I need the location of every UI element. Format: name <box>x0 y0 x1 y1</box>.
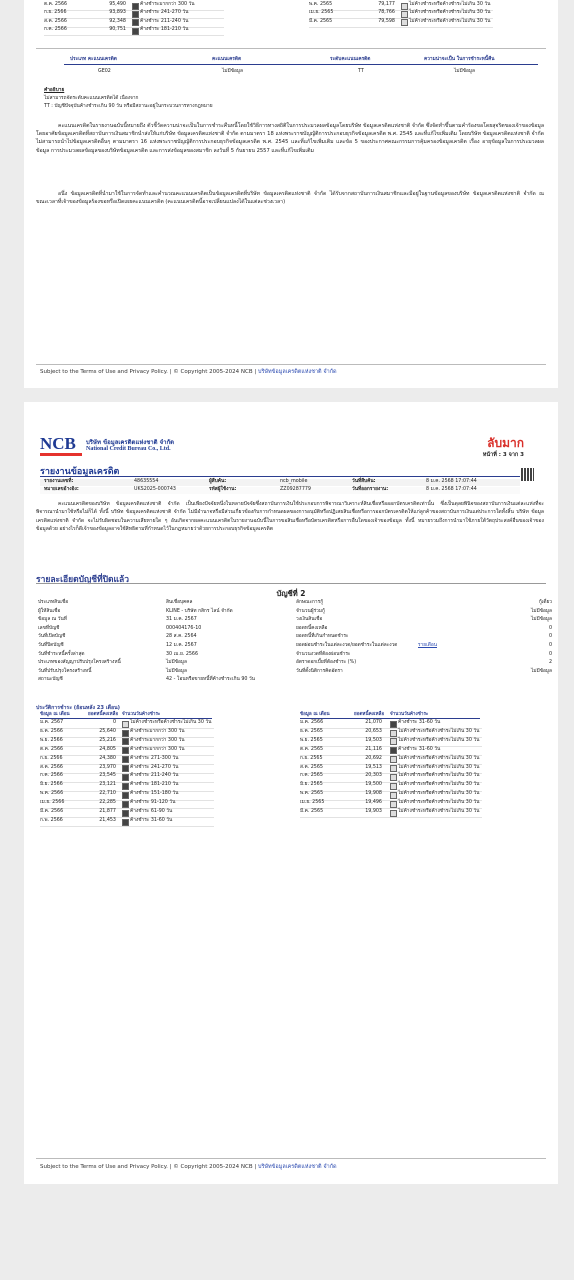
field-value: สินเชื่อบุคคล <box>166 600 193 605</box>
status-checkbox-icon <box>401 11 408 18</box>
score-header: คะแนนเครดิต <box>212 57 242 62</box>
history-date: ก.ค. 2566 <box>44 27 67 33</box>
history-date: ส.ค. 2566 <box>40 764 63 770</box>
field-value: 0 <box>548 634 552 640</box>
score-value: ไม่มีข้อมูล <box>222 69 243 74</box>
history-status: ไม่ค้างชำระหรือค้างชำระไม่เกิน 30 วัน <box>398 755 480 761</box>
history-amount: 19,496 <box>365 800 382 806</box>
meta-value: 8 ม.ค. 2568 17:07:44 <box>426 479 477 484</box>
history-status: ค้างชำระ 181-210 วัน <box>140 27 189 33</box>
footer-divider <box>36 1158 546 1159</box>
field-value: 0 <box>548 651 552 657</box>
history-date: พ.ค. 2565 <box>309 2 333 7</box>
score-header: ระดับคะแนนเครดิต <box>330 57 371 62</box>
footer-text: Subject to the Terms of Use and Privacy Policy. | © Copyright 2005-2024 NCB | <box>40 1164 257 1170</box>
closed-accounts-title: รายละเอียดบัญชีที่ปิดแล้ว <box>36 575 129 585</box>
history-amount: 19,903 <box>365 809 382 814</box>
status-checkbox-icon <box>390 783 397 790</box>
history-amount: 95,490 <box>109 2 126 7</box>
history-amount: 21,877 <box>99 809 116 814</box>
field-label: วงเงินสินเชื่อ <box>296 617 323 623</box>
meta-value: 8 ม.ค. 2568 17:07:44 <box>426 487 477 492</box>
meta-value: ZZ09287779 <box>280 487 311 492</box>
field-label: วันที่ปรับปรุงโครงสร้างหนี้ <box>38 668 92 674</box>
status-checkbox-icon <box>390 747 397 754</box>
history-amount: 19,500 <box>365 782 382 788</box>
field-value: ไม่มีข้อมูล <box>166 660 187 666</box>
history-status: ค้างชำระ 241-270 วัน <box>140 10 189 16</box>
history-amount: 21,116 <box>365 746 382 752</box>
confidential-label: ลับมาก <box>487 436 524 450</box>
footer-company-link[interactable]: บริษัทข้อมูลเครดิตแห่งชาติ จำกัด <box>257 1164 337 1170</box>
field-label: เลขที่บัญชี <box>38 625 60 631</box>
status-checkbox-icon <box>122 792 129 799</box>
history-amount: 25,640 <box>99 728 116 734</box>
history-date: มี.ค. 2565 <box>309 18 333 24</box>
status-checkbox-icon <box>390 792 397 799</box>
status-checkbox-icon <box>401 19 408 26</box>
status-checkbox-icon <box>122 730 129 737</box>
ncb-logo: NCB <box>40 434 76 453</box>
score-value: ไม่มีข้อมูล <box>454 69 475 74</box>
field-label: สถานะบัญชี <box>38 677 63 683</box>
history-date: ส.ค. 2565 <box>300 764 323 770</box>
status-checkbox-icon <box>390 756 397 763</box>
field-label: ข้อมูล ณ วันที่ <box>38 617 67 623</box>
history-status: ค้างชำระ 211-240 วัน <box>140 18 189 24</box>
history-status: ไม่ค้างชำระหรือค้างชำระไม่เกิน 30 วัน <box>398 791 480 797</box>
title-divider <box>40 476 520 477</box>
section-divider <box>36 583 546 584</box>
meta-label: วันที่สืบค้น: <box>352 479 376 484</box>
score-disclaimer-paragraph: อนึ่ง ข้อมูลเครดิตที่นำมาใช้ในการจัดทำและคำนวณคะแนนเครดิตเป็นข้อมูลเครดิตที่บริษัท ข้อมูลเครดิตแห่งชาติ จำกัด ได้รับจากสถาบันการเงินสมาชิกและมีอยู่ในฐานข้อมูลของบริษัท ข้อมูลเครดิตแห่งชาติ จำกัด ณ ขณะเวลาที่เจ้าของข้อมูลร้องขอหรือเปิดเผยคะแนนเครดิต (คะแนนเครดิตนี้อาจเปลี่ยนแปลงได้ในแต่ละช่วงเวลา) <box>36 191 544 206</box>
meta-label: วันที่ออกรายงาน: <box>352 487 389 492</box>
history-amount: 23,970 <box>99 764 116 770</box>
history-date: มี.ค. 2566 <box>40 809 64 814</box>
history-amount: 19,513 <box>365 764 382 770</box>
score-value: TT <box>358 69 364 74</box>
field-label: ประเภทของสัญญาปรับปรุงโครงสร้างหนี้ <box>38 660 121 666</box>
field-value: ไม่มีข้อมูล <box>531 668 552 674</box>
history-date: มิ.ย. 2565 <box>300 782 323 788</box>
history-status: ค้างชำระ 181-210 วัน <box>130 782 179 788</box>
status-checkbox-icon <box>122 765 129 772</box>
field-label: ยอดหนี้ที่เกินกำหนดชำระ <box>296 634 349 640</box>
account-title: บัญชีที่ 2 <box>276 589 306 598</box>
history-header: ข้อมูล ณ เดือน <box>300 712 330 717</box>
history-amount: 90,751 <box>109 27 126 33</box>
history-amount: 24,380 <box>99 755 116 761</box>
history-amount: 24,805 <box>99 746 116 752</box>
history-header: ยอดหนี้คงเหลือ <box>354 712 385 717</box>
field-label: อัตราดอกเบี้ยที่ต้องชำระ (%) <box>296 660 357 666</box>
history-amount: 0 <box>112 720 116 725</box>
history-date: ม.ค. 2567 <box>40 720 64 725</box>
field-value: 31 ม.ค. 2567 <box>166 617 197 623</box>
footer <box>40 368 337 376</box>
status-checkbox-icon <box>122 783 129 790</box>
notes-line-1: ไม่สามารถจัดระดับคะแนนเครดิตได้ เนื่องจาก <box>44 96 139 101</box>
field-value: KLINE - บริษัท กสิกร ไลน์ จำกัด <box>166 608 233 614</box>
score-header-divider <box>64 64 538 65</box>
divider <box>36 48 546 49</box>
status-checkbox-icon <box>132 11 139 18</box>
history-status: ไม่ค้างชำระหรือค้างชำระไม่เกิน 30 วัน <box>398 728 480 734</box>
history-amount: 23,121 <box>99 782 116 788</box>
history-amount: 79,598 <box>378 18 395 24</box>
field-value: กู้เดี่ยว <box>538 600 552 605</box>
history-amount: 20,653 <box>365 728 382 734</box>
logo-underline <box>40 453 82 456</box>
history-date: ต.ค. 2566 <box>44 2 68 7</box>
history-status: ไม่ค้างชำระหรือค้างชำระไม่เกิน 30 วัน <box>130 720 212 725</box>
history-header: จำนวนวันค้างชำระ <box>390 712 429 717</box>
history-date: ก.ค. 2566 <box>40 773 63 779</box>
meta-label: รหัสผู้ใช้งาน: <box>209 487 237 492</box>
history-amount: 93,893 <box>109 10 126 16</box>
meta-label: รายงานเลขที่: <box>44 479 74 484</box>
history-date: ธ.ค. 2566 <box>40 728 63 734</box>
history-status: ไม่ค้างชำระหรือค้างชำระไม่เกิน 30 วัน <box>409 18 491 24</box>
page-number: หน้าที่ : 3 จาก 3 <box>482 452 524 458</box>
history-date: พ.ย. 2566 <box>40 737 63 743</box>
status-checkbox-icon <box>122 774 129 781</box>
field-value: 0 <box>548 643 552 648</box>
history-header: ข้อมูล ณ เดือน <box>40 712 70 717</box>
history-amount: 23,545 <box>99 773 116 779</box>
history-amount: 22,710 <box>99 791 116 797</box>
status-checkbox-icon <box>390 721 397 728</box>
barcode-icon <box>521 468 534 481</box>
status-checkbox-icon <box>390 810 397 817</box>
report-page-2 <box>24 0 558 388</box>
field-value: 30 เม.ย. 2566 <box>166 651 199 657</box>
history-amount: 20,303 <box>365 773 382 779</box>
history-date: พ.ย. 2565 <box>300 737 323 743</box>
history-amount: 22,285 <box>99 800 116 806</box>
field-value: 12 ม.ค. 2567 <box>166 643 197 648</box>
company-name-th: บริษัท ข้อมูลเครดิตแห่งชาติ จำกัด <box>86 439 175 446</box>
field-value: 000404176-10 <box>166 625 202 631</box>
history-amount: 25,216 <box>99 737 116 743</box>
field-label: ผู้ให้สินเชื่อ <box>38 608 61 614</box>
history-date: ก.พ. 2566 <box>40 817 63 823</box>
payment-history-title: ประวัติการชำระ (ย้อนหลัง 23 เดือน) <box>36 705 121 711</box>
footer <box>40 1163 337 1171</box>
field-label: จำนวนงวดที่ต้องผ่อนชำระ <box>296 651 351 657</box>
history-date: ต.ค. 2565 <box>300 746 324 752</box>
field-value: 2 <box>548 660 552 666</box>
status-checkbox-icon <box>390 774 397 781</box>
history-date: พ.ค. 2566 <box>40 791 64 797</box>
notes-title: คำอธิบาย <box>44 88 65 93</box>
history-status: ไม่ค้างชำระหรือค้างชำระไม่เกิน 30 วัน <box>398 800 480 806</box>
history-status: ค้างชำระ 151-180 วัน <box>130 791 179 797</box>
history-date: พ.ค. 2565 <box>300 791 324 797</box>
history-status: ไม่ค้างชำระหรือค้างชำระไม่เกิน 30 วัน <box>398 773 480 779</box>
history-date: ส.ค. 2566 <box>44 18 67 24</box>
history-status: ค้างชำระมากกว่า 300 วัน <box>130 737 185 743</box>
score-header: ประเภท คะแนนเครดิต <box>70 57 117 62</box>
field-value: ไม่มีข้อมูล <box>531 617 552 623</box>
history-date: มี.ค. 2565 <box>300 809 324 814</box>
field-label: วันที่ปิดบัญชี <box>38 643 64 648</box>
meta-value: UKS2025-000743 <box>134 487 176 492</box>
disclaimer-paragraph: คะแนนเครดิตของบริษัท ข้อมูลเครดิตแห่งชาติ จำกัด เป็นเพียงปัจจัยหนึ่งในหลายปัจจัยซึ่งสถาบันการเงินใช้ประกอบการพิจารณาวิเคราะห์สินเชื่อหรือออกบัตรเครดิตเท่านั้น ซึ่งเป็นดุลยพินิจของสถาบันการเงินแต่ละแห่งที่จะพิจารณานำมาใช้หรือไม่ก็ได้ ทั้งนี้ บริษัท ข้อมูลเครดิตแห่งชาติ จำกัด ไม่มีอำนาจหรือมีส่วนเกี่ยวข้องกับการกำหนดผลของการอนุมัติหรือปฏิเสธสินเชื่อหรือการออกบัตรเครดิตให้แก่ลูกค้าของสถาบันการเงินแต่ประการใดทั้งสิ้น บริษัท ข้อมูลเครดิตแห่งชาติ จำกัด จะไม่รับผิดชอบในความเสียหายใด ๆ อันเกิดจากผลคะแนนเครดิตในรายงานฉบับนี้ในการขอสินเชื่อหรือบัตรเครดิตหรือการอื่นใดของเจ้าของข้อมูล ทั้งนี้ หมายรวมถึงการนำมาใช้ภายใต้วัตถุประสงค์อื่นของเจ้าของข้อมูลด้วย อย่างไรก็ดีเจ้าของข้อมูลอาจใช้สิทธิตามที่กำหนดไว้ในกฎหมายว่าด้วยการประกอบธุรกิจข้อมูลเครดิต <box>36 501 544 532</box>
history-date: เม.ย. 2566 <box>40 800 65 806</box>
field-value: 28 ส.ค. 2564 <box>166 634 197 640</box>
history-status: ไม่ค้างชำระหรือค้างชำระไม่เกิน 30 วัน <box>409 10 491 16</box>
frequency-link[interactable]: รายเดือน <box>418 643 437 648</box>
status-checkbox-icon <box>401 3 408 10</box>
history-date: ก.ค. 2565 <box>300 773 323 779</box>
field-label: วันที่ตั้งนิติการคิดอัตรา <box>296 668 343 674</box>
history-status: ค้างชำระ 271-300 วัน <box>130 755 179 761</box>
status-checkbox-icon <box>390 730 397 737</box>
footer-company-link[interactable]: บริษัทข้อมูลเครดิตแห่งชาติ จำกัด <box>257 369 337 375</box>
notes-line-2: TT : บัญชีปัจจุบันค้างชำระเกิน 90 วัน หรือมีสถานะอยู่ในกระบวนการทางกฎหมาย <box>44 104 213 109</box>
history-date: ม.ค. 2566 <box>300 720 324 725</box>
history-date: ต.ค. 2566 <box>40 746 64 752</box>
history-date: ก.ย. 2566 <box>44 10 67 16</box>
status-checkbox-icon <box>390 801 397 808</box>
history-status: ไม่ค้างชำระหรือค้างชำระไม่เกิน 30 วัน <box>398 764 480 770</box>
status-checkbox-icon <box>132 28 139 35</box>
history-status: ค้างชำระ 31-60 วัน <box>398 746 441 752</box>
field-value: 0 <box>548 625 552 631</box>
history-header: ยอดหนี้คงเหลือ <box>88 712 119 717</box>
field-label: จำนวนผู้ร่วมกู้ <box>296 608 325 614</box>
field-label: ประเภทสินเชื่อ <box>38 600 69 605</box>
status-checkbox-icon <box>122 810 129 817</box>
meta-label: หมายเลขอ้างอิง: <box>44 487 79 492</box>
status-checkbox-icon <box>122 738 129 745</box>
meta-label: ผู้สืบค้น: <box>209 479 227 484</box>
history-date: เม.ย. 2565 <box>309 10 334 16</box>
field-label: วันที่ชำระหนี้ครั้งล่าสุด <box>38 651 85 657</box>
report-page-3 <box>24 402 558 1184</box>
history-status: ค้างชำระมากกว่า 300 วัน <box>130 746 185 752</box>
status-checkbox-icon <box>122 819 129 826</box>
history-date: มิ.ย. 2566 <box>40 782 63 788</box>
footer-divider <box>36 364 546 365</box>
field-label: ยอดหนี้คงเหลือ <box>296 625 328 631</box>
meta-value: ncb_mobile <box>280 479 308 484</box>
history-status: ค้างชำระ 31-60 วัน <box>130 817 173 823</box>
history-status: ค้างชำระมากกว่า 300 วัน <box>140 2 195 7</box>
status-checkbox-icon <box>132 3 139 10</box>
history-amount: 92,348 <box>109 18 126 24</box>
score-header: ความน่าจะเป็น ในการชำระหนี้คืน <box>424 57 495 62</box>
history-status: ค้างชำระ 61-90 วัน <box>130 809 173 814</box>
history-amount: 19,908 <box>365 791 382 797</box>
field-value: 42 - โอนหรือขายหนี้ที่ค้างชำระเกิน 90 วัน <box>166 677 255 683</box>
history-date: เม.ย. 2565 <box>300 800 325 806</box>
history-status: ค้างชำระ 241-270 วัน <box>130 764 179 770</box>
score-explanation-paragraph: คะแนนเครดิตในรายงานฉบับนี้หมายถึง ตัวชี้วัดความน่าจะเป็นในการชำระคืนหนี้โดยใช้วิธีการทางสถิติในการประมวลผลข้อมูลโดยบริษัท ข้อมูลเครดิตแห่งชาติ จำกัด ซึ่งจัดทำขึ้นตามคำร้องขอโดยสุจริตของเจ้าของข้อมูล โดยอาศัยข้อมูลเครดิตที่สถาบันการเงินสมาชิกนำส่งให้แก่บริษัท ข้อมูลเครดิตแห่งชาติ จำกัด ตามมาตรา 18 แห่งพระราชบัญญัติการประกอบธุรกิจข้อมูลเครดิต พ.ศ. 2545 และที่แก้ไขเพิ่มเติม โดยบริษัท ข้อมูลเครดิตแห่งชาติ จำกัด ไม่สามารถนำไปข้อมูลเครดิตอื่นๆ ตามมาตรา 16 แห่งพระราชบัญญัติการประกอบธุรกิจข้อมูลเครดิต พ.ศ. 2545 และที่แก้ไขเพิ่มเติม และข้อ 5 ของประกาศคณะกรรมการคุ้มครองข้อมูลเครดิต เรื่อง อายุข้อมูลในการประมวลผลข้อมูล การประมวลผลข้อมูลของบริษัทข้อมูลเครดิต และการส่งข้อมูลของสมาชิก ลงวันที่ 5 กันยายน 2557 และที่แก้ไขเพิ่มเติม <box>36 123 544 154</box>
history-status: ค้างชำระมากกว่า 300 วัน <box>130 728 185 734</box>
history-date: ธ.ค. 2565 <box>300 728 323 734</box>
status-checkbox-icon <box>122 721 129 728</box>
status-checkbox-icon <box>390 765 397 772</box>
history-amount: 21,070 <box>365 720 382 725</box>
report-title: รายงานข้อมูลเครดิต <box>40 467 120 477</box>
history-amount: 19,503 <box>365 737 382 743</box>
history-date: ก.ย. 2566 <box>40 755 63 761</box>
history-date: ก.ย. 2565 <box>300 755 323 761</box>
field-value: ไม่มีข้อมูล <box>531 608 552 614</box>
status-checkbox-icon <box>122 801 129 808</box>
score-value: GE02 <box>98 69 111 74</box>
history-status: ค้างชำระ 91-120 วัน <box>130 800 176 806</box>
meta-value: 48635554 <box>134 479 159 484</box>
history-status: ไม่ค้างชำระหรือค้างชำระไม่เกิน 30 วัน <box>398 809 480 814</box>
field-label: ยอดผ่อนชำระในแต่ละงวด/ยอดชำระในแต่ละงวด <box>296 643 398 648</box>
history-amount: 21,453 <box>99 817 116 823</box>
status-checkbox-icon <box>132 19 139 26</box>
history-amount: 20,692 <box>365 755 382 761</box>
history-status: ไม่ค้างชำระหรือค้างชำระไม่เกิน 30 วัน <box>398 737 480 743</box>
history-status: ไม่ค้างชำระหรือค้างชำระไม่เกิน 30 วัน <box>409 2 491 7</box>
field-value: ไม่มีข้อมูล <box>166 668 187 674</box>
history-status: ค้างชำระ 31-60 วัน <box>398 720 441 725</box>
history-amount: 79,177 <box>378 2 395 7</box>
status-checkbox-icon <box>390 738 397 745</box>
history-amount: 78,766 <box>378 10 395 16</box>
status-checkbox-icon <box>122 756 129 763</box>
status-checkbox-icon <box>122 747 129 754</box>
field-label: ลักษณะการกู้ <box>296 600 324 605</box>
field-label: วันที่เปิดบัญชี <box>38 634 66 640</box>
history-status: ไม่ค้างชำระหรือค้างชำระไม่เกิน 30 วัน <box>398 782 480 788</box>
footer-text: Subject to the Terms of Use and Privacy Policy. | © Copyright 2005-2024 NCB | <box>40 369 257 375</box>
history-status: ค้างชำระ 211-240 วัน <box>130 773 179 779</box>
history-header: จำนวนวันค้างชำระ <box>122 712 161 717</box>
company-name-en: National Credit Bureau Co., Ltd. <box>86 446 171 452</box>
